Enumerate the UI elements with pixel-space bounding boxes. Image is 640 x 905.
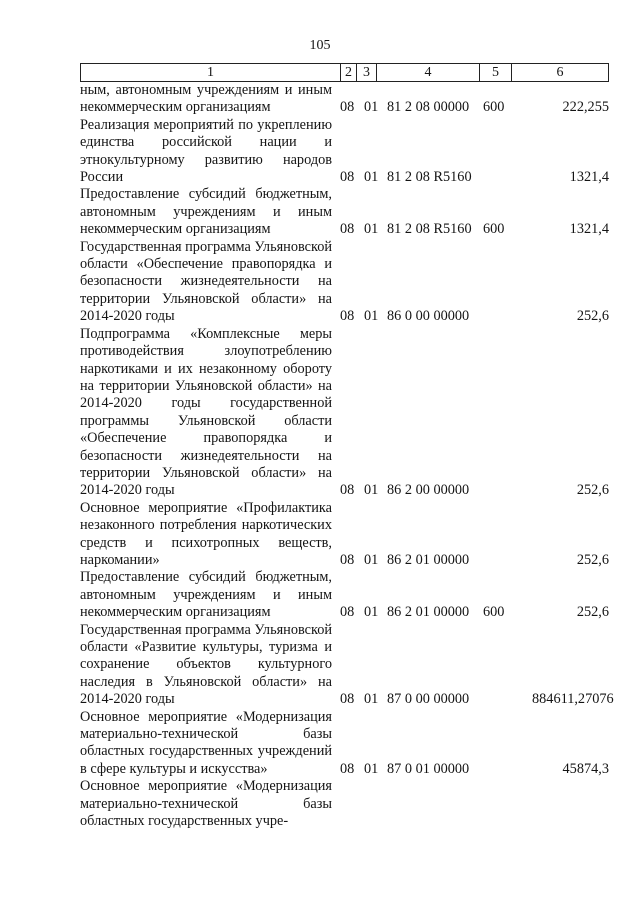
row-amount: 252,6	[576, 308, 609, 325]
row-csr-code: 81 2 08 R5160	[387, 221, 472, 238]
row-rz-code: 08	[340, 221, 355, 238]
row-amount: 252,6	[576, 551, 609, 568]
row-description: Предоставление субсидий бюджетным, автономным учреждениям и иным некоммерческим организациям	[80, 569, 332, 621]
column-header-1: 1	[81, 64, 341, 81]
row-codes	[332, 691, 532, 708]
row-pr-code: 01	[364, 169, 379, 186]
row-pr-code: 01	[364, 308, 379, 325]
row-amount: 1321,4	[569, 169, 609, 186]
column-header-4: 4	[377, 64, 480, 81]
row-csr-code: 81 2 08 R5160	[387, 169, 472, 186]
table-row	[80, 239, 609, 326]
table-row	[80, 569, 609, 621]
row-amount: 45874,3	[562, 760, 609, 777]
row-csr-code: 86 0 00 00000	[387, 308, 470, 325]
column-header-2: 2	[341, 64, 357, 81]
row-description: Основное мероприятие «Модернизация материально-технической базы областных государственных учреждений в сфере культуры и искусства»	[80, 708, 332, 777]
row-pr-code: 01	[364, 99, 379, 116]
row-amount: 252,6	[576, 482, 609, 499]
table-row	[80, 500, 609, 570]
row-amount: 252,6	[576, 604, 609, 621]
row-codes	[332, 169, 532, 186]
row-csr-code: 87 0 01 00000	[387, 760, 470, 777]
row-csr-code: 86 2 01 00000	[387, 551, 470, 568]
row-codes	[332, 221, 532, 238]
table-row	[80, 326, 609, 500]
row-amount: 222,255	[562, 99, 609, 116]
row-pr-code: 01	[364, 482, 379, 499]
row-amount: 884611,27076	[532, 691, 614, 708]
row-description: Подпрограмма «Комплексные меры противодействия злоупотреблению наркотиками и их незаконному обороту на территории Ульяновской области» на 2014-2020 годы государственной программы Ульяновской области «Обеспечение правопорядка и безопасности жизнедеятельности на территории Ульяновской области» на 2014-2020 годы	[80, 325, 332, 499]
table-row	[80, 778, 609, 830]
table-row	[80, 117, 609, 187]
row-csr-code: 86 2 00 00000	[387, 482, 470, 499]
row-vr-code: 600	[483, 99, 505, 116]
row-codes	[332, 482, 532, 499]
column-header-5: 5	[480, 64, 512, 81]
table-body	[80, 82, 614, 830]
row-csr-code: 86 2 01 00000	[387, 604, 470, 621]
row-amount: 1321,4	[569, 221, 609, 238]
row-rz-code: 08	[340, 169, 355, 186]
row-description: Реализация мероприятий по укреплению единства российской нации и этнокультурному развитию народов России	[80, 116, 332, 186]
row-rz-code: 08	[340, 551, 355, 568]
row-codes	[332, 813, 532, 830]
table-row	[80, 186, 609, 238]
row-rz-code: 08	[340, 482, 355, 499]
page-number: 105	[309, 38, 331, 53]
row-description: Государственная программа Ульяновской области «Развитие культуры, туризма и сохранение объектов культурного наследия в Ульяновской области» на 2014-2020 годы	[80, 621, 332, 708]
row-pr-code: 01	[364, 221, 379, 238]
row-codes	[332, 552, 532, 569]
column-header-3: 3	[357, 64, 377, 81]
row-description: Основное мероприятие «Модернизация материально-технической базы областных государственных учре-	[80, 778, 332, 830]
row-vr-code: 600	[483, 604, 505, 621]
row-codes	[332, 99, 532, 116]
row-csr-code: 81 2 08 00000	[387, 99, 470, 116]
row-rz-code: 08	[340, 99, 355, 116]
row-description: Предоставление субсидий бюджетным, автономным учреждениям и иным некоммерческим организациям	[80, 186, 332, 238]
row-rz-code: 08	[340, 760, 355, 777]
row-description: Основное мероприятие «Профилактика незаконного потребления наркотических средств и психотропных веществ, наркомании»	[80, 499, 332, 568]
row-pr-code: 01	[364, 691, 379, 708]
column-header-6: 6	[556, 65, 564, 80]
table-row	[80, 82, 609, 117]
row-pr-code: 01	[364, 604, 379, 621]
row-rz-code: 08	[340, 604, 355, 621]
row-rz-code: 08	[340, 691, 355, 708]
row-codes	[332, 604, 532, 621]
table-row	[80, 709, 609, 779]
row-vr-code: 600	[483, 221, 505, 238]
row-codes	[332, 308, 532, 325]
row-codes	[332, 761, 532, 778]
table-row	[80, 621, 614, 709]
row-description: ным, автономным учреждениям и иным некоммерческим организациям	[80, 82, 332, 116]
row-pr-code: 01	[364, 760, 379, 777]
row-pr-code: 01	[364, 551, 379, 568]
row-description: Государственная программа Ульяновской области «Обеспечение правопорядка и безопасности жизнедеятельности на территории Ульяновской области» на 2014-2020 годы	[80, 238, 332, 325]
table-header	[80, 63, 609, 82]
row-rz-code: 08	[340, 308, 355, 325]
row-csr-code: 87 0 00 00000	[387, 691, 470, 708]
